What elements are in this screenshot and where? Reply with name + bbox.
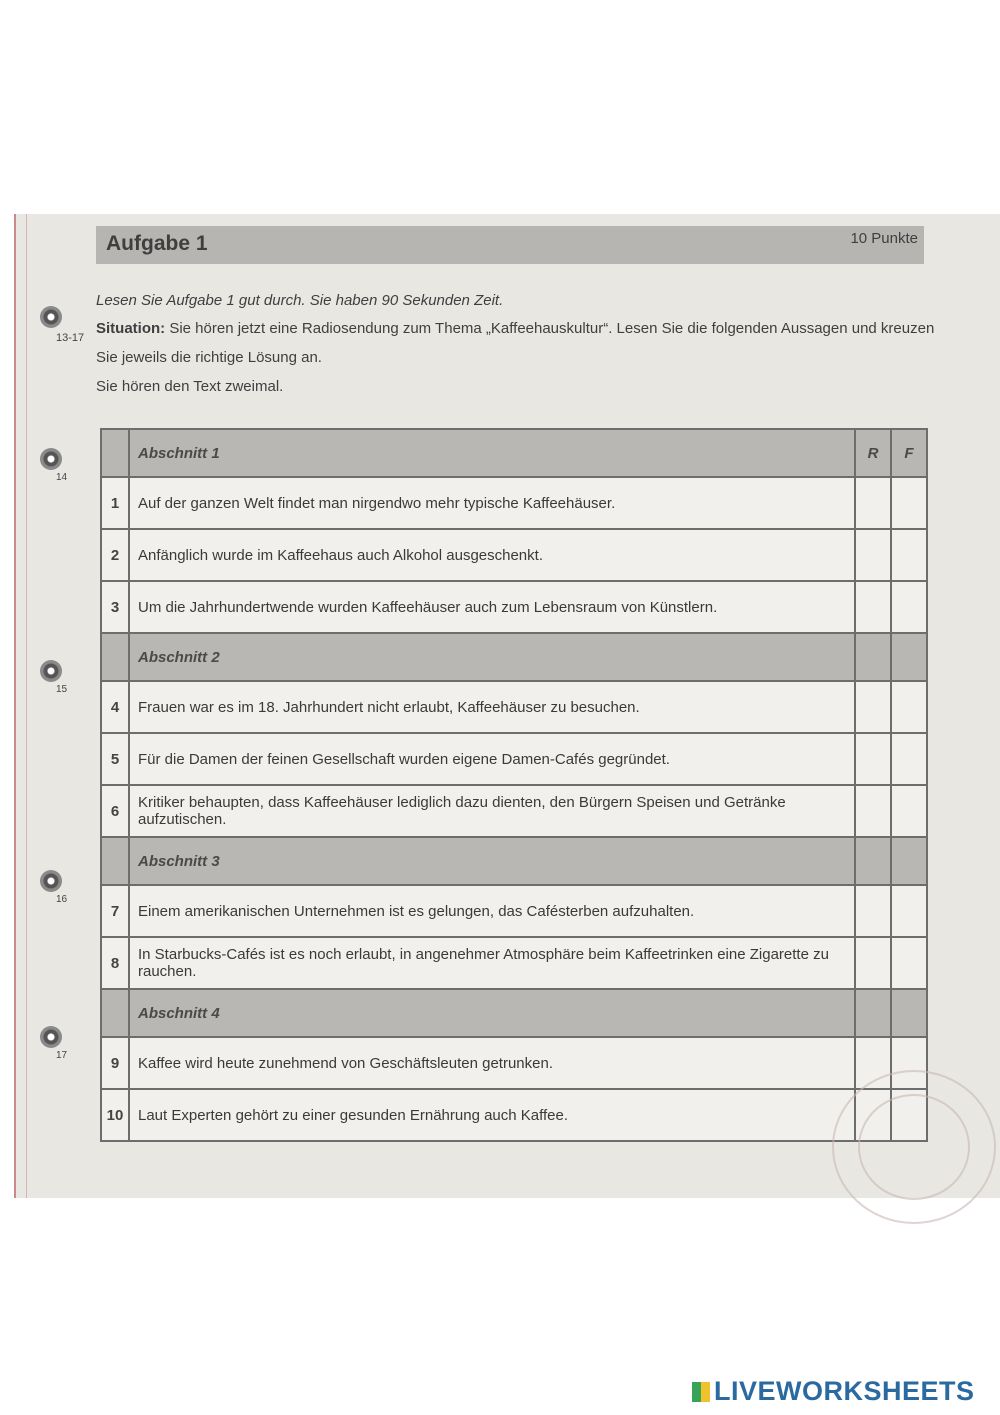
track-number: 16 [56, 894, 68, 905]
table-row [101, 529, 927, 581]
statement-text: Einem amerikanischen Unternehmen ist es gelungen, das Cafésterben aufzuhalten. [129, 885, 855, 937]
statement-text: Auf der ganzen Welt findet man nirgendwo mehr typische Kaffeehäuser. [129, 477, 855, 529]
brand-name: LIVEWORKSHEETS [714, 1376, 975, 1406]
cd-audio-icon [40, 1026, 62, 1048]
section-f-cell [891, 837, 927, 885]
answer-f-checkbox[interactable] [891, 529, 927, 581]
task-points: 10 Punkte [850, 230, 918, 247]
item-number: 4 [101, 681, 129, 733]
task-header [96, 226, 924, 264]
liveworksheets-logo [692, 1376, 975, 1407]
section-r-cell [855, 989, 891, 1037]
item-number: 2 [101, 529, 129, 581]
table-row [101, 885, 927, 937]
section-header-row [101, 837, 927, 885]
table-row [101, 581, 927, 633]
column-header-f: F [891, 429, 927, 477]
true-false-table [100, 428, 928, 1142]
column-header-r: R [855, 429, 891, 477]
answer-r-checkbox[interactable] [855, 681, 891, 733]
track-range: 13-17 [56, 332, 85, 344]
section-title: Abschnitt 3 [129, 837, 855, 885]
worksheet-page [14, 214, 1000, 1198]
item-number: 8 [101, 937, 129, 989]
situation-instruction [96, 314, 936, 372]
section-r-cell [855, 837, 891, 885]
section-header-row [101, 989, 927, 1037]
track-number: 14 [56, 472, 68, 483]
section-r-cell [855, 633, 891, 681]
item-number: 7 [101, 885, 129, 937]
table-row [101, 937, 927, 989]
table-row [101, 1037, 927, 1089]
statement-text: Um die Jahrhundertwende wurden Kaffeehäuser auch zum Lebensraum von Künstlern. [129, 581, 855, 633]
item-number: 10 [101, 1089, 129, 1141]
answer-f-checkbox[interactable] [891, 581, 927, 633]
answer-f-checkbox[interactable] [891, 785, 927, 837]
item-number: 1 [101, 477, 129, 529]
statement-text: Laut Experten gehört zu einer gesunden Ernährung auch Kaffee. [129, 1089, 855, 1141]
answer-r-checkbox[interactable] [855, 529, 891, 581]
answer-r-checkbox[interactable] [855, 885, 891, 937]
answer-r-checkbox[interactable] [855, 477, 891, 529]
answer-f-checkbox[interactable] [891, 477, 927, 529]
answer-f-checkbox[interactable] [891, 937, 927, 989]
statement-text: Frauen war es im 18. Jahrhundert nicht erlaubt, Kaffeehäuser zu besuchen. [129, 681, 855, 733]
answer-f-checkbox[interactable] [891, 733, 927, 785]
task-title: Aufgabe 1 [106, 232, 208, 255]
section-header-row [101, 633, 927, 681]
answer-r-checkbox[interactable] [855, 785, 891, 837]
item-number: 3 [101, 581, 129, 633]
cd-audio-icon [40, 448, 62, 470]
item-number: 9 [101, 1037, 129, 1089]
answer-r-checkbox[interactable] [855, 581, 891, 633]
listen-twice-instruction: Sie hören den Text zweimal. [96, 378, 284, 395]
statement-text: Kaffee wird heute zunehmend von Geschäftsleuten getrunken. [129, 1037, 855, 1089]
item-number: 5 [101, 733, 129, 785]
table-row [101, 733, 927, 785]
cd-audio-icon [40, 660, 62, 682]
track-number: 17 [56, 1050, 68, 1061]
track-number: 15 [56, 684, 68, 695]
section-f-cell [891, 989, 927, 1037]
reading-time-instruction: Lesen Sie Aufgabe 1 gut durch. Sie haben 90 Sekunden Zeit. [96, 292, 504, 309]
statement-text: Kritiker behaupten, dass Kaffeehäuser lediglich dazu dienten, den Bürgern Speisen und Getränke aufzutischen. [129, 785, 855, 837]
statement-text: In Starbucks-Cafés ist es noch erlaubt, in angenehmer Atmosphäre beim Kaffeetrinken eine Zigarette zu rauchen. [129, 937, 855, 989]
table-row [101, 477, 927, 529]
answer-r-checkbox[interactable] [855, 937, 891, 989]
library-stamp [832, 1070, 996, 1224]
item-number: 6 [101, 785, 129, 837]
section-num-cell [101, 837, 129, 885]
answer-r-checkbox[interactable] [855, 733, 891, 785]
table-row [101, 785, 927, 837]
cd-audio-icon [40, 870, 62, 892]
answer-f-checkbox[interactable] [891, 885, 927, 937]
cd-audio-icon [40, 306, 62, 328]
library-stamp-inner [858, 1094, 970, 1200]
situation-label: Situation: [96, 320, 166, 337]
situation-text: Sie hören jetzt eine Radiosendung zum Thema „Kaffeehauskultur“. Lesen Sie die folgenden Aussagen und kreuzen Sie jeweils die richtige Lösung an. [96, 320, 935, 366]
table-row [101, 1089, 927, 1141]
table-row [101, 681, 927, 733]
section-header-row [101, 429, 927, 477]
answer-f-checkbox[interactable] [891, 681, 927, 733]
statement-text: Anfänglich wurde im Kaffeehaus auch Alkohol ausgeschenkt. [129, 529, 855, 581]
margin-rule [26, 214, 27, 1198]
section-num-cell [101, 633, 129, 681]
section-f-cell [891, 633, 927, 681]
section-title: Abschnitt 1 [129, 429, 855, 477]
section-title: Abschnitt 4 [129, 989, 855, 1037]
section-title: Abschnitt 2 [129, 633, 855, 681]
brand-logo-icon [692, 1382, 710, 1402]
section-num-cell [101, 989, 129, 1037]
section-num-cell [101, 429, 129, 477]
statement-text: Für die Damen der feinen Gesellschaft wurden eigene Damen-Cafés gegründet. [129, 733, 855, 785]
